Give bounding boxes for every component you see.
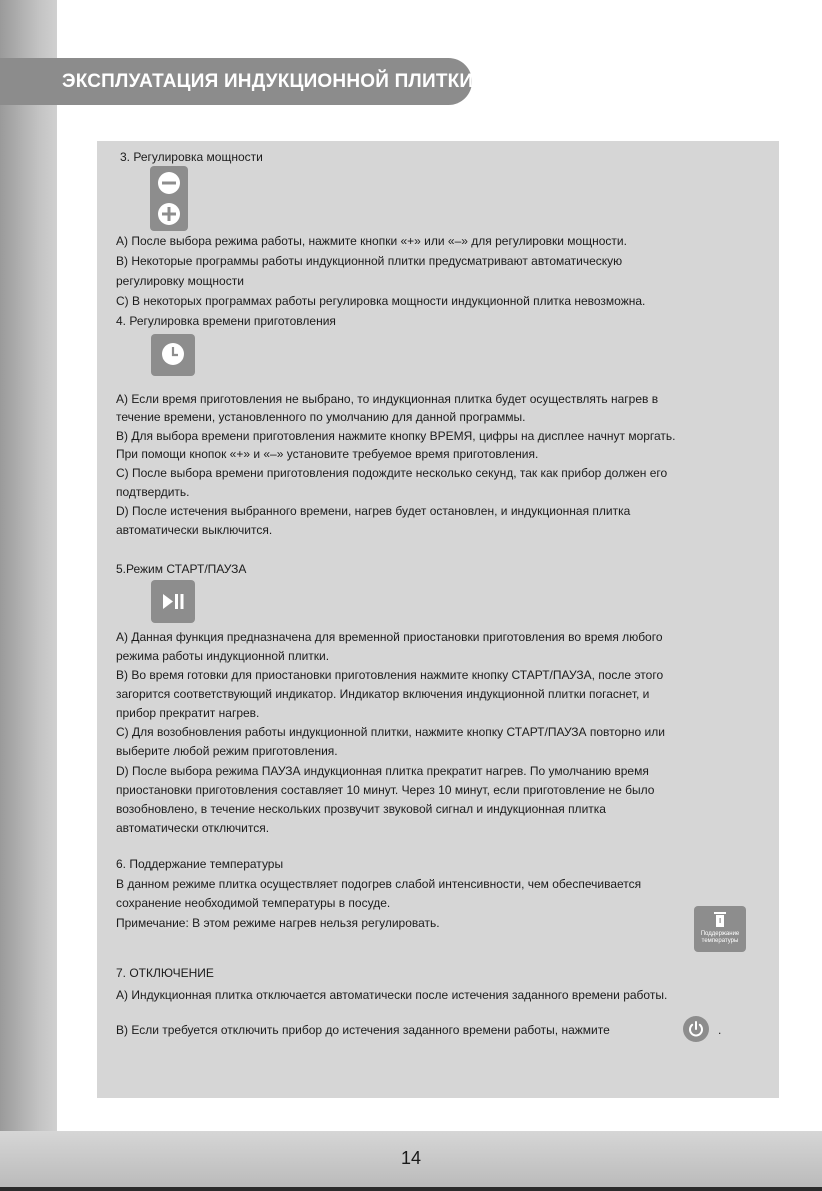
time-line-2: течение времени, установленного по умолчанию для данной программы. [116,410,526,424]
time-line-7: D) После истечения выбранного времени, нагрев будет остановлен, и индукционная плитка [116,504,631,518]
page-number: 14 [400,1148,422,1168]
footer-rule [0,1187,822,1191]
start-line-5: прибор прекратит нагрев. [116,706,260,720]
section-off-title: 7. ОТКЛЮЧЕНИЕ [116,966,214,980]
minus-plus-icon [150,166,188,231]
keep-line-3: Примечание: В этом режиме нагрев нельзя регулировать. [116,916,440,930]
section-time-title: 4. Регулировка времени приготовления [116,314,336,328]
time-line-6: подтвердить. [116,485,190,499]
start-line-9: приостановки приготовления составляет 10 минут. Через 10 минут, если приготовление не было [116,783,655,797]
start-line-8: D) После выбора режима ПАУЗА индукционная плитка прекратит нагрев. По умолчанию время [116,764,649,778]
time-line-3: B) Для выбора времени приготовления нажмите кнопку ВРЕМЯ, цифры на дисплее начнут моргать. [116,429,676,443]
start-line-4: загорится соответствующий индикатор. Индикатор включения индукционной плитки погаснет, и [116,687,650,701]
section-keep-title: 6. Поддержание температуры [116,857,284,871]
keep-line-2: сохранение необходимой температуры в посуде. [116,896,391,910]
power-icon [683,1016,709,1042]
time-line-1: A) Если время приготовления не выбрано, то индукционная плитка будет осуществлять нагрев в [116,392,659,406]
start-line-2: режима работы индукционной плитки. [116,649,330,663]
clock-icon [151,334,195,376]
time-line-5: C) После выбора времени приготовления подождите несколько секунд, так как прибор должен его [116,466,668,480]
start-line-6: C) Для возобновления работы индукционной плитки, нажмите кнопку СТАРТ/ПАУЗА повторно или [116,725,665,739]
keep-warm-button-icon [694,906,746,952]
timer-button-icon [151,334,195,376]
page-title: ЭКСПЛУАТАЦИЯ ИНДУКЦИОННОЙ ПЛИТКИ [62,71,474,92]
off-line-2: B) Если требуется отключить прибор до истечения заданного времени работы, нажмите [116,1023,610,1037]
off-line-1: A) Индукционная плитка отключается автоматически после истечения заданного времени работы. [116,988,668,1002]
section-start-title: 5.Режим СТАРТ/ПАУЗА [116,562,247,576]
off-trailing-dot: . [718,1023,722,1037]
start-line-3: B) Во время готовки для приостановки приготовления нажмите кнопку СТАРТ/ПАУЗА, после этого [116,668,664,682]
keep-line-1: В данном режиме плитка осуществляет подогрев слабой интенсивности, чем обеспечивается [116,877,642,891]
keep-warm-label-2: температуры [701,938,739,944]
start-line-7: выберите любой режим приготовления. [116,744,338,758]
power-line-a: A) После выбора режима работы, нажмите кнопки «+» или «–» для регулировки мощности. [116,234,627,248]
time-line-8: автоматически выключится. [116,523,273,537]
power-line-b2: регулировку мощности [116,274,244,288]
section-power-title: 3. Регулировка мощности [120,150,263,164]
side-decor-band [0,0,57,1191]
keep-warm-label-1: Поддержание [700,931,740,937]
start-pause-button-icon [151,580,195,623]
pot-icon [694,908,746,932]
start-line-1: A) Данная функция предназначена для временной приостановки приготовления во время любого [116,630,663,644]
time-line-4: При помощи кнопок «+» и «–» установите требуемое время приготовления. [116,447,539,461]
power-button-icon [683,1016,709,1042]
power-line-c: C) В некоторых программах работы регулировка мощности индукционной плитка невозможна. [116,294,646,308]
start-line-10: возобновлено, в течение нескольких прозвучит звуковой сигнал и индукционная плитка [116,802,606,816]
start-line-11: автоматически отключится. [116,821,270,835]
play-pause-icon [151,580,195,623]
power-buttons-icon [150,166,188,231]
power-line-b: B) Некоторые программы работы индукционной плитки предусматривают автоматическую [116,254,623,268]
